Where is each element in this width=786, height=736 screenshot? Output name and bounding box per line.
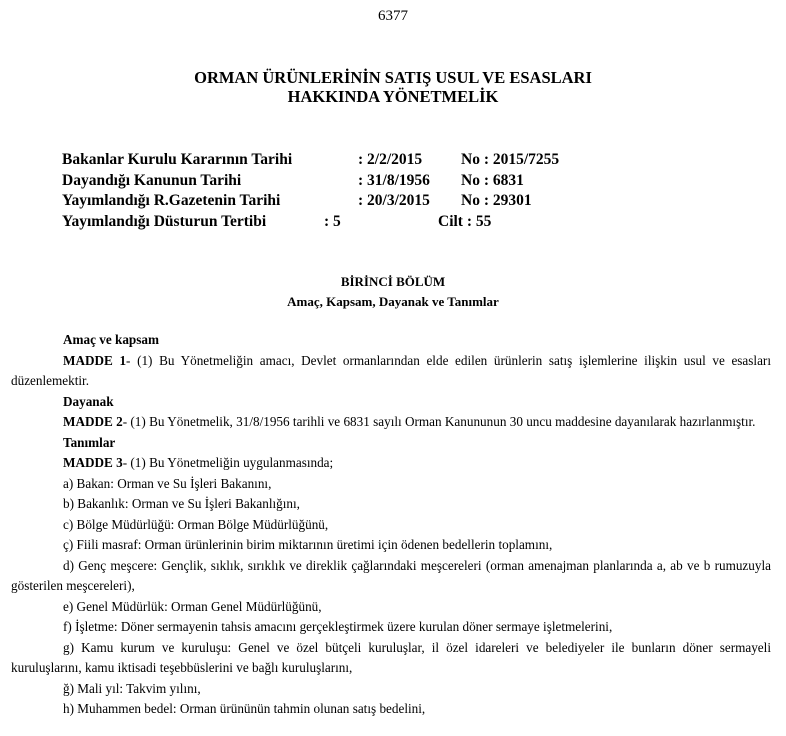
article-label: MADDE 2 [63,414,123,429]
definition-item: ğ) Mali yıl: Takvim yılını, [63,680,201,696]
meta-number: No : 6831 [461,171,524,189]
meta-label: Dayandığı Kanunun Tarihi [62,171,242,189]
meta-number: No : 29301 [461,192,532,209]
definition-item: e) Genel Müdürlük: Orman Genel Müdürlüğünü, [63,598,322,614]
article-paragraph [11,453,771,474]
article-paragraph [11,351,771,392]
title-line-2: HAKKINDA YÖNETMELİK [287,87,499,106]
section-heading [0,272,786,312]
article-label: MADDE 3 [63,455,123,470]
tertip-label: Yayımlandığı Düsturun Tertibi [62,212,267,230]
article-paragraph [11,412,771,433]
section-title: BİRİNCİ BÖLÜM [340,274,446,289]
document-title [0,68,786,106]
meta-value: : 20/3/2015 [358,192,430,209]
article-heading: Amaç ve kapsam [63,332,159,347]
article-heading: Dayanak [63,393,114,409]
definition-item: b) Bakanlık: Orman ve Su İşleri Bakanlığını, [63,496,300,511]
definition-item: c) Bölge Müdürlüğü: Orman Bölge Müdürlüğünü, [63,516,329,532]
document-body [11,330,771,720]
definition-item: h) Muhammen bedel: Orman ürününün tahmin olunan satış bedelini, [63,701,426,716]
meta-value: : 31/8/1956 [358,171,430,189]
cilt-value: Cilt : 55 [438,212,492,230]
meta-value: : 2/2/2015 [358,151,423,168]
meta-number: No : 2015/7255 [461,151,560,168]
definition-item: g) Kamu kurum ve kuruluşu: Genel ve özel bütçeli kuruluşlar, il özel idareleri ve belediyeler ile bunların döner sermayeli kuruluşlarını, kamu iktisadi teşebbüslerini ve bağlı kuruluşlarını, [11,639,771,675]
definition-item: a) Bakan: Orman ve Su İşleri Bakanını, [63,475,272,491]
meta-label: Yayımlandığı R.Gazetenin Tarihi [62,192,281,209]
definition-item: d) Genç meşcere: Gençlik, sıklık, sırıklık ve direklik çağlarındaki meşcereleri (orman amenajman planlarında a, ab ve b rumuzuyla gösterilen meşcereleri), [11,557,771,593]
definition-item: f) İşletme: Döner sermayenin tahsis amacını gerçekleştirmek üzere kurulan döner sermaye işletmelerini, [63,619,613,634]
article-label: MADDE 1 [63,352,127,368]
title-line-1: ORMAN ÜRÜNLERİNİN SATIŞ USUL VE ESASLARI [194,68,592,87]
article-heading: Tanımlar [63,434,116,450]
article-text: - (1) Bu Yönetmeliğin uygulanmasında; [122,455,334,470]
article-text: - (1) Bu Yönetmeliğin amacı, Devlet ormanlarından elde edilen ürünlerin satış işlemlerine ilişkin usul ve esasları düzenlemektir. [11,352,771,388]
meta-label: Bakanlar Kurulu Kararının Tarihi [62,151,293,168]
definition-item: ç) Fiili masraf: Orman ürünlerinin birim miktarının üretimi için ödenen bedellerin toplamını, [63,537,553,552]
page-number: 6377 [378,8,408,24]
tertip-value: : 5 [324,212,341,230]
section-subtitle: Amaç, Kapsam, Dayanak ve Tanımlar [287,294,499,309]
article-text: - (1) Bu Yönetmelik, 31/8/1956 tarihli ve 6831 sayılı Orman Kanununun 30 uncu maddesine dayanılarak hazırlanmıştır. [122,414,756,429]
